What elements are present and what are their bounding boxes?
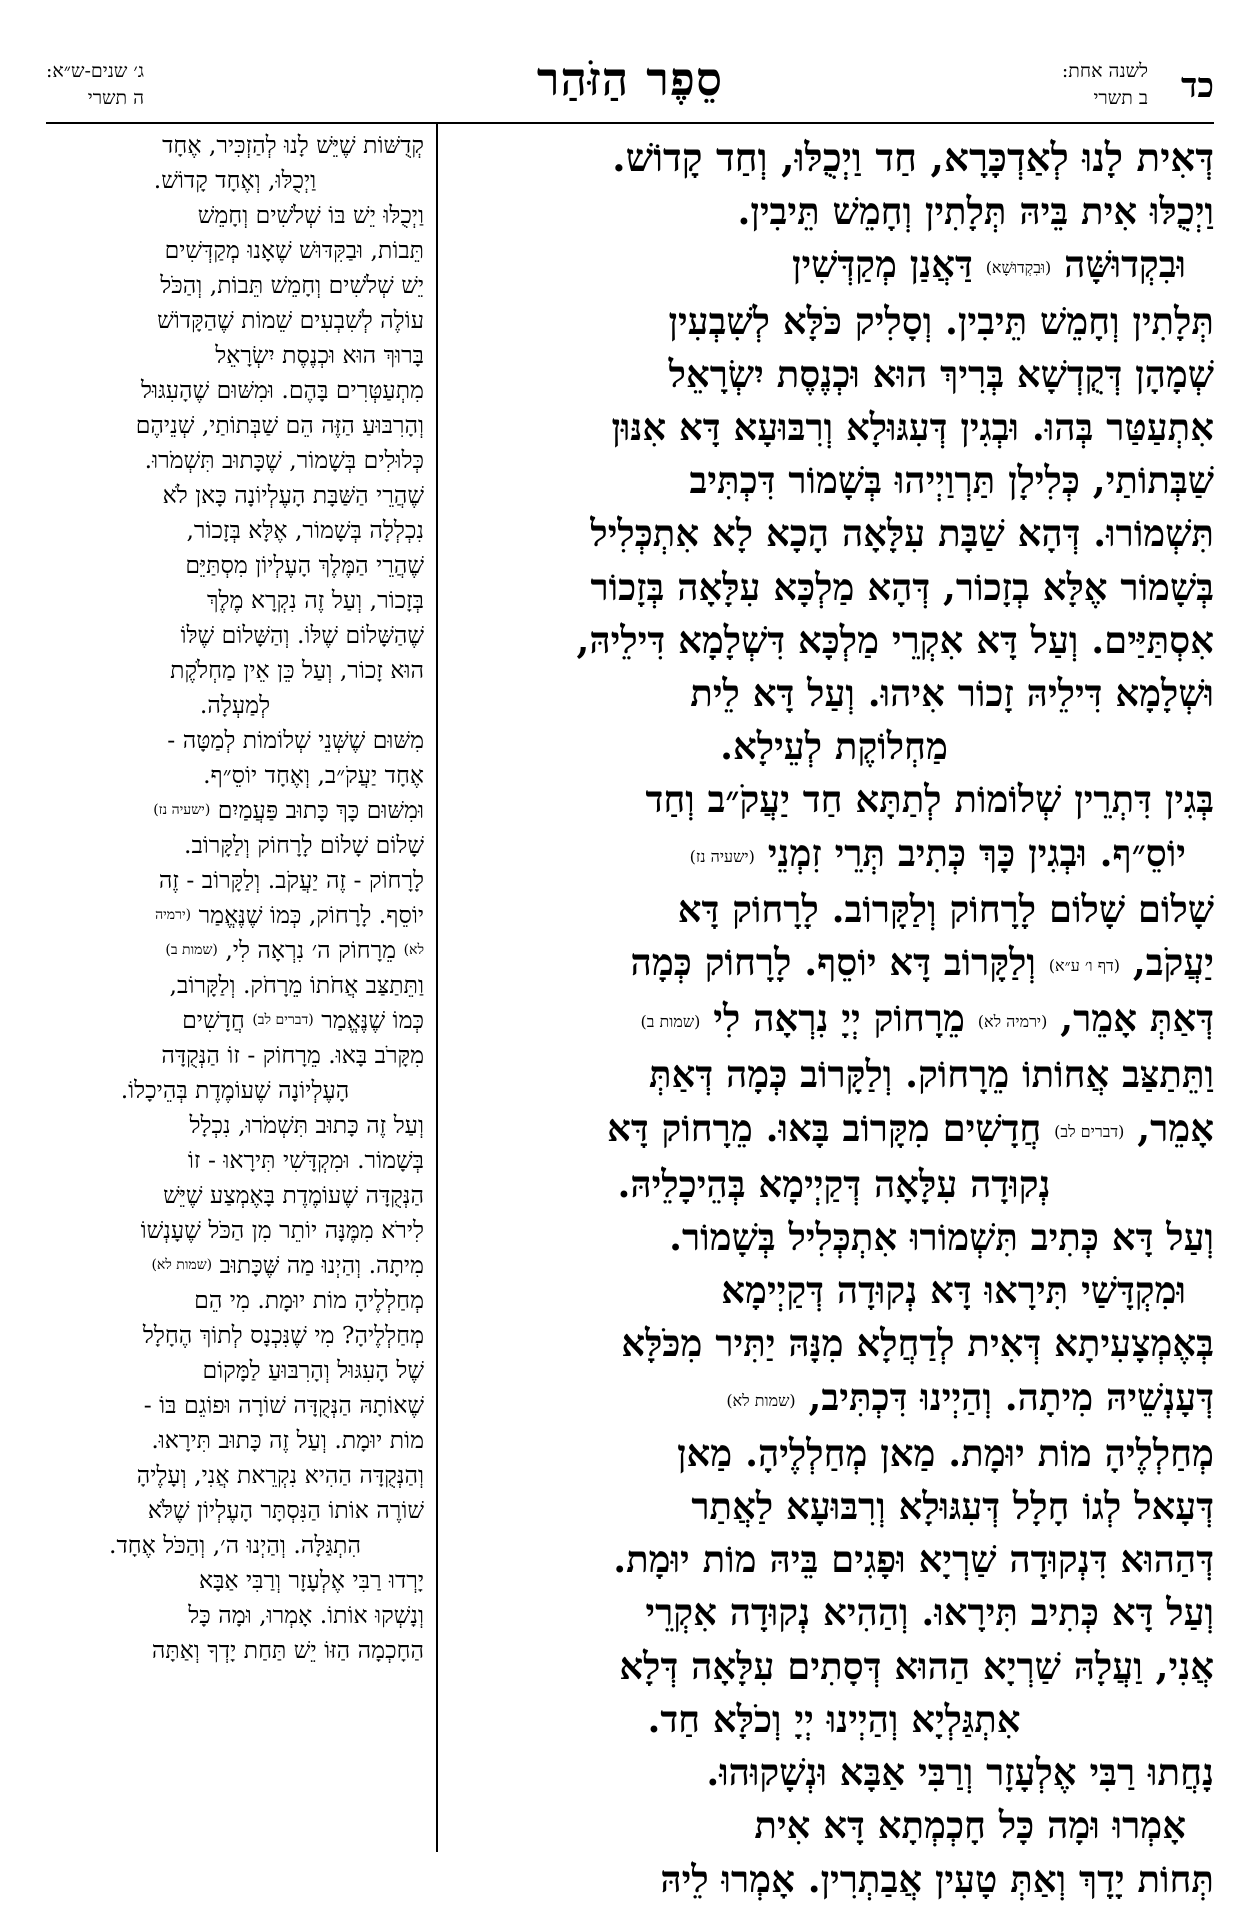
- side-text: מוֹת יוּמָת. וְעַל זֶה כָּתוּב תִּירָאוּ.: [151, 1426, 424, 1454]
- side-line: [46, 1283, 424, 1318]
- source-reference: (וּבִקְדוּשָׁא): [985, 258, 1052, 278]
- main-text: אָמֵר,: [1137, 1105, 1214, 1150]
- main-text: מַחְלוֹקֶת לְעֵילָא.: [720, 724, 948, 769]
- main-text: דַּאֲנַן מְקַדְּשִׁין: [792, 242, 973, 287]
- main-text: וְלַקָּרוֹב דָּא יוֹסֵף. לָרָחוֹק כְּמָה: [630, 940, 1036, 985]
- main-line: [454, 827, 1214, 883]
- side-text: וּמִשּׁוּם כָּךְ כָּתוּב פַּעֲמַיִם: [217, 796, 424, 824]
- side-text: וְהָרִבּוּעַ הַזֶּה הֵם שַׁבְּתוֹתַי, שְׁנֵיהֶם: [135, 411, 424, 439]
- book-title: סֵפֶר הַזֹּהַר: [536, 52, 724, 106]
- side-text: שֶׁאוֹתָהּ הַנְּקֻדָּה שׁוֹרָה וּפוֹגֵם בּוֹ -: [143, 1391, 424, 1419]
- side-line: [46, 828, 424, 863]
- side-line: [46, 268, 424, 303]
- main-line: [454, 1317, 1214, 1370]
- side-text: כְּלוּלִים בְּשָׁמוֹר, שֶׁכָּתוּב תִּשְׁמֹרוּ.: [144, 446, 424, 474]
- main-text: שְׁמָהָן דְּקֻדְשָׁא בְּרִיךְ הוּא וּכְנֶסֶת יִשְׂרָאֵל: [668, 351, 1214, 396]
- main-text: מֵרָחוֹק יְיָ נִרְאָה לִי: [713, 996, 965, 1041]
- main-line: [454, 401, 1214, 454]
- side-text: לִירֹא מִמֶּנָּה יוֹתֵר מִן הַכֹּל שֶׁעָנְשׁוֹ: [140, 1216, 424, 1244]
- side-line: [46, 863, 424, 898]
- main-text: יוֹסֵ״ף. וּבְגִין כָּךְ כְּתִיב: [897, 830, 1186, 875]
- zohar-page: [46, 52, 1214, 1901]
- side-line: [46, 793, 424, 828]
- main-line: [454, 1799, 1214, 1852]
- side-line: [46, 198, 424, 233]
- main-text: וַיְכֻלּוּ אִית בֵּיהּ תְּלָתִין וְחָמֵשׁ תֵּיבִין.: [737, 189, 1214, 234]
- side-text: שֶׁהַשָּׁלוֹם שֶׁלּוֹ. וְהַשָּׁלוֹם שֶׁלּוֹ: [180, 621, 424, 649]
- source-reference: (ירמיה לא): [977, 1012, 1048, 1032]
- source-reference: (שמות ב): [165, 942, 218, 958]
- side-line: [46, 758, 424, 793]
- main-text: תְּרֵי זִמְנֵי: [767, 830, 886, 875]
- main-text: וְעַל דָּא כְּתִיב תִּשְׁמוֹרוּ אִתְכְּלִיל בְּשָׁמוֹר.: [669, 1215, 1214, 1260]
- main-line: [454, 936, 1214, 992]
- main-line: [454, 185, 1214, 238]
- side-line: [46, 723, 424, 758]
- side-text: וְעַל זֶה כָּתוּב תִּשְׁמֹרוּ, נִכְלָל: [189, 1111, 424, 1139]
- main-text: וּמִקְדָּשַׁי תִּירָאוּ דָּא נְקוּדָה דְּקַיְימָא: [721, 1268, 1186, 1313]
- main-line: [454, 1211, 1214, 1264]
- side-text: שׁוֹרֶה אוֹתוֹ הַנִּסְתָּר הָעֶלְיוֹן שֶׁלֹּא: [147, 1496, 424, 1524]
- side-line: [46, 373, 424, 408]
- side-line: [46, 128, 424, 163]
- source-reference: לא): [403, 942, 424, 958]
- main-line: [454, 561, 1214, 614]
- side-line: [46, 1528, 424, 1563]
- main-line: [454, 1640, 1214, 1693]
- side-text: בְּשָׁמוֹר. וּמִקְדָּשִׁי תִּירָאוּ - זוֹ: [187, 1146, 424, 1174]
- main-line: [454, 883, 1214, 936]
- side-text: נִכְלְלָה בְּשָׁמוֹר, אֶלָּא בְּזָכוֹר,: [186, 516, 424, 544]
- side-text: מְחַלְלֶיהָ? מִי שֶׁנִּכְנָס לְתוֹךְ הֶחָלָל: [142, 1321, 424, 1349]
- side-line: [46, 1318, 424, 1353]
- main-line: [454, 773, 1214, 826]
- side-line: [46, 968, 424, 1003]
- main-text: בְּשָׁמוֹר אֶלָּא בְזָכוֹר, דְּהָא מַלְכָּא עִלָּאָה בְּזָכוֹר: [590, 564, 1214, 609]
- main-text: וּשְׁלָמָא דִּילֵיהּ זָכוֹר אִיהוּ. וְעַל דָּא לֵית: [690, 671, 1214, 716]
- main-line: [454, 507, 1214, 560]
- main-line: [454, 1533, 1214, 1586]
- main-text: בְּגִין דִּתְרֵין שְׁלוֹמוֹת לְתַתָּא חַד יַעֲקֹ״ב וְחַד: [645, 777, 1214, 822]
- side-line: [46, 1248, 424, 1283]
- side-line: [46, 1213, 424, 1248]
- source-reference: (שמות ב): [640, 1012, 701, 1032]
- main-line: [454, 1102, 1214, 1158]
- main-line: [454, 992, 1214, 1048]
- source-reference: (דף ו׳ ע״א): [1048, 956, 1120, 976]
- header-left-block: [46, 58, 144, 112]
- side-text: וְנָשְׁקוּ אוֹתוֹ. אָמְרוּ, וּמָה כָּל: [188, 1601, 424, 1629]
- side-line: [46, 408, 424, 443]
- main-text: תְּחוֹת יָדָךְ וְאַתְּ טָעִין אֲבַתְרִין. אָמְרוּ לֵיהּ: [660, 1856, 1214, 1901]
- side-line: [46, 1563, 424, 1598]
- main-line: [454, 1480, 1214, 1533]
- side-text: וַתֵּתַצַּב אֲחֹתוֹ מֵרָחֹק. וְלַקָּרוֹב,: [169, 971, 424, 999]
- side-line: [46, 303, 424, 338]
- main-line: [454, 1586, 1214, 1639]
- side-text: יֵשׁ שְׁלֹשִׁים וְחָמֵשׁ תֵּבוֹת, וְהַכֹּל: [160, 271, 424, 299]
- side-line: [46, 1038, 424, 1073]
- main-text: חֲדָשִׁים מִקָּרוֹב בָּאוּ. מֵרָחוֹק דָּא: [607, 1105, 1042, 1150]
- aramaic-main-column: [454, 132, 1214, 1906]
- source-reference: (שמות לא): [726, 1390, 796, 1410]
- side-line: [46, 1598, 424, 1633]
- side-text: מִתְעַטְּרִים בָּהֶם. וּמִשּׁוּם שֶׁהָעִגּוּל: [141, 376, 424, 404]
- main-line: [454, 238, 1214, 294]
- page-header: [46, 52, 1214, 124]
- side-line: [46, 653, 424, 688]
- source-reference: (דברים לב): [252, 1012, 314, 1028]
- side-line: [46, 1073, 424, 1108]
- side-line: [46, 478, 424, 513]
- side-line: [46, 898, 424, 933]
- side-line: [46, 548, 424, 583]
- main-line: [454, 1158, 1214, 1211]
- main-line: [454, 348, 1214, 401]
- side-text: בְּזָכוֹר, וְעַל זֶה נִקְרָא מֶלֶךְ: [207, 586, 424, 614]
- main-line: [454, 1427, 1214, 1480]
- side-line: [46, 1493, 424, 1528]
- side-text: לָרָחוֹק - זֶה יַעֲקֹב. וְלַקָּרוֹב - זֶה: [158, 866, 424, 894]
- main-text: דְּעָאל לְגוֹ חָלָל דְּעִגּוּלָא וְרִבּוּעָא לַאֲתַר: [691, 1484, 1214, 1529]
- main-line: [454, 1371, 1214, 1427]
- main-text: תְּלָתִין וְחָמֵשׁ תֵּיבִין. וְסָלִיק כֹּלָּא לְשִׁבְעִין: [668, 298, 1214, 343]
- side-text: תֵּבוֹת, וּבַקִּדּוּשׁ שֶׁאָנוּ מְקַדְּשִׁים: [164, 236, 424, 264]
- side-line: [46, 1388, 424, 1423]
- side-line: [46, 688, 424, 723]
- main-text: נְקוּדָה עִלָּאָה דְּקַיְימָא בְּהֵיכָלֵיהּ.: [617, 1161, 1051, 1206]
- side-line: [46, 1423, 424, 1458]
- main-text: דְּהַהוּא דִּנְקוּדָה שַׁרְיָא וּפָגִים בֵּיהּ מוֹת יוּמָת.: [613, 1537, 1214, 1582]
- main-line: [454, 1746, 1214, 1799]
- side-line: [46, 1458, 424, 1493]
- side-text: מְחַלְלֶיהָ מוֹת יוּמָת. מִי הֵם: [194, 1286, 424, 1314]
- side-text: בָּרוּךְ הוּא וּכְנֶסֶת יִשְׂרָאֵל: [215, 341, 424, 369]
- column-divider: [436, 122, 438, 1852]
- side-text: הַחָכְמָה הַזּוֹ יֵשׁ תַּחַת יָדְךָ וְאַתָּה: [151, 1636, 424, 1664]
- main-text: דְּאִית לָנוּ לְאַדְכָּרָא, חַד וַיְכֻלּוּ, וְחַד קָדוֹשׁ.: [612, 136, 1214, 181]
- main-line: [454, 1048, 1214, 1101]
- main-line: [454, 1264, 1214, 1317]
- main-text: דְּאַתְּ אָמֵר,: [1060, 996, 1214, 1041]
- side-line: [46, 1633, 424, 1668]
- main-text: וּבִקְדוּשָּׁה: [1064, 242, 1186, 287]
- side-line: [46, 583, 424, 618]
- main-line: [454, 614, 1214, 667]
- side-line: [46, 618, 424, 653]
- side-line: [46, 513, 424, 548]
- main-text: תִּשְׁמוֹרוּ. דְּהָא שַׁבָּת עִלָּאָה הָכָא לָא אִתְכְּלִיל: [590, 511, 1214, 556]
- source-reference: (שמות לא): [151, 1257, 213, 1273]
- header-left-line: ג׳ שנים-ש״א:: [46, 60, 145, 82]
- side-text: וַיְכֻלּוּ יֵשׁ בּוֹ שְׁלֹשִׁים וְחָמֵשׁ: [197, 201, 424, 229]
- main-line: [454, 454, 1214, 507]
- side-line: [46, 1003, 424, 1038]
- side-text: יָרְדוּ רַבִּי אֶלְעָזָר וְרַבִּי אַבָּא: [199, 1566, 424, 1594]
- side-text: שֶׁל הָעִגּוּל וְהָרִבּוּעַ לַמָּקוֹם: [202, 1356, 424, 1384]
- side-line: [46, 233, 424, 268]
- side-text: שֶׁהֲרֵי הַשַּׁבָּת הָעֶלְיוֹנָה כָּאן לֹא: [162, 481, 424, 509]
- side-text: מִיתָה. וְהַיְנוּ מַה שֶּׁכָּתוּב: [219, 1251, 424, 1279]
- side-line: [46, 1143, 424, 1178]
- side-line: [46, 933, 424, 968]
- main-line: [454, 295, 1214, 348]
- side-text: הַנְּקֻדָּה שֶׁעוֹמֶדֶת בָּאֶמְצַע שֶׁיֵּשׁ: [163, 1181, 424, 1209]
- header-left-line: ה תשרי: [87, 87, 145, 109]
- header-right-line: ב תשרי: [1093, 87, 1148, 109]
- main-line: [454, 1853, 1214, 1906]
- page-number: כד: [1181, 66, 1214, 106]
- main-text: אֲנִי, וַעֲלָהּ שַׁרְיָא הַהוּא דְּסָתִים עִלָּאָה דְּלָא: [619, 1643, 1214, 1688]
- main-line: [454, 667, 1214, 720]
- main-line: [454, 1693, 1214, 1746]
- side-text: הוּא זָכוֹר, וְעַל כֵּן אֵין מַחְלֹקֶת: [170, 656, 424, 684]
- side-text: וְהַנְּקֻדָּה הַהִיא נִקְרֵאת אֲנִי, וְעָלֶיהָ: [136, 1461, 424, 1489]
- main-text: וַתֵּתַצַּב אֲחוֹתוֹ מֵרָחוֹק. וְלַקָּרוֹב כְּמָה דְּאַתְּ: [649, 1052, 1214, 1097]
- main-text: מְחַלְלֶיהָ מוֹת יוּמָת. מַאן מְחַלְלֶיהָ. מַאן: [677, 1430, 1214, 1475]
- source-reference: (ישעיה נז): [153, 802, 211, 818]
- side-text: קְדֻשּׁוֹת שֶׁיֵּשׁ לָנוּ לְהַזְכִּיר, אֶחָד: [162, 131, 424, 159]
- side-text: לְמַעְלָה.: [199, 691, 271, 719]
- side-text: הָעֶלְיוֹנָה שֶׁעוֹמֶדֶת בְּהֵיכָלוֹ.: [120, 1076, 350, 1104]
- main-text: יַעֲקֹב,: [1132, 940, 1214, 985]
- main-line: [454, 132, 1214, 185]
- side-text: הִתְגַּלָּה. וְהַיְנוּ ה׳, וְהַכֹּל אֶחָד.: [108, 1531, 362, 1559]
- side-text: מִשּׁוּם שֶׁשְּׁנֵי שְׁלוֹמוֹת לְמַטָּה -: [167, 726, 424, 754]
- main-text: אִסְתַּיַּים. וְעַל דָּא אִקְרֵי מַלְכָּא דִּשְׁלָמָא דִּילֵיהּ,: [576, 617, 1214, 662]
- main-text: אָמְרוּ וּמָה כָּל חָכְמְתָא דָּא אִית: [754, 1803, 1186, 1848]
- main-line: [454, 720, 1214, 773]
- main-text: שָׁלוֹם שָׁלוֹם לָרָחוֹק וְלַקָּרוֹב. לָרָחוֹק דָּא: [677, 886, 1214, 931]
- header-divider: [46, 122, 1214, 124]
- side-text: חֲדָשִׁים: [182, 1006, 245, 1034]
- main-text: וְעַל דָּא כְּתִיב תִּירָאוּ. וְהַהִיא נְקוּדָה אִקְרֵי: [645, 1590, 1214, 1635]
- source-reference: (ישעיה נז): [689, 846, 755, 866]
- side-line: [46, 163, 424, 198]
- side-text: מִקָּרֹב בָּאוּ. מֵרָחוֹק - זוֹ הַנְּקֻדָּה: [161, 1041, 424, 1069]
- side-line: [46, 1178, 424, 1213]
- side-text: עוֹלֶה לְשִׁבְעִים שֵׁמוֹת שֶׁהַקָּדוֹשׁ: [157, 306, 424, 334]
- main-text: אִתְגַּלְיָא וְהַיְינוּ יְיָ וְכֹלָּא חַד.: [647, 1696, 1021, 1741]
- side-text: מֵרָחוֹק ה׳ נִרְאָה לִי,: [225, 936, 397, 964]
- side-text: וַיְכֻלּוּ, וְאֶחָד קָדוֹשׁ.: [153, 166, 317, 194]
- main-text: שַׁבְּתוֹתַי, כְּלִילָן תַּרְוַיְיהוּ בְּשָׁמוֹר דִּכְתִּיב: [689, 458, 1214, 503]
- source-reference: (ירמיה: [155, 907, 192, 923]
- side-line: [46, 1108, 424, 1143]
- side-line: [46, 338, 424, 373]
- main-text: בְּאֶמְצָעִיתָא דְּאִית לְדַחֲלָא מִנָּהּ יַתִּיר מִכֹּלָּא: [621, 1321, 1214, 1366]
- main-text: דְּעָנְשֵׁיהּ מִיתָה. וְהַיְינוּ דִּכְתִּיב,: [808, 1374, 1214, 1419]
- side-text: שָׁלוֹם שָׁלוֹם לָרָחוֹק וְלַקָּרוֹב.: [184, 831, 424, 859]
- main-text: אִתְעַטַּר בְּהוּ. וּבְגִין דְּעִגּוּלָא וְרִבּוּעָא דָּא אִנּוּן: [611, 405, 1214, 450]
- side-line: [46, 443, 424, 478]
- main-text: נָחֲתוּ רַבִּי אֶלְעָזָר וְרַבִּי אַבָּא וּנְשָׁקוּהוּ.: [706, 1750, 1214, 1795]
- side-text: כְּמוֹ שֶׁנֶּאֱמַר: [321, 1006, 424, 1034]
- hebrew-translation-column: [46, 128, 424, 1668]
- side-text: אֶחָד יַעֲקֹ״ב, וְאֶחָד יוֹסֵ״ף.: [203, 761, 424, 789]
- source-reference: (דברים לב): [1054, 1121, 1125, 1141]
- side-text: שֶׁהֲרֵי הַמֶּלֶךְ הָעֶלְיוֹן מִסְתַּיֵּם: [185, 551, 424, 579]
- side-line: [46, 1353, 424, 1388]
- side-text: יוֹסֵף. לָרָחוֹק, כְּמוֹ שֶׁנֶּאֱמַר: [198, 901, 424, 929]
- header-right-line: לשנה אחת:: [1061, 60, 1148, 82]
